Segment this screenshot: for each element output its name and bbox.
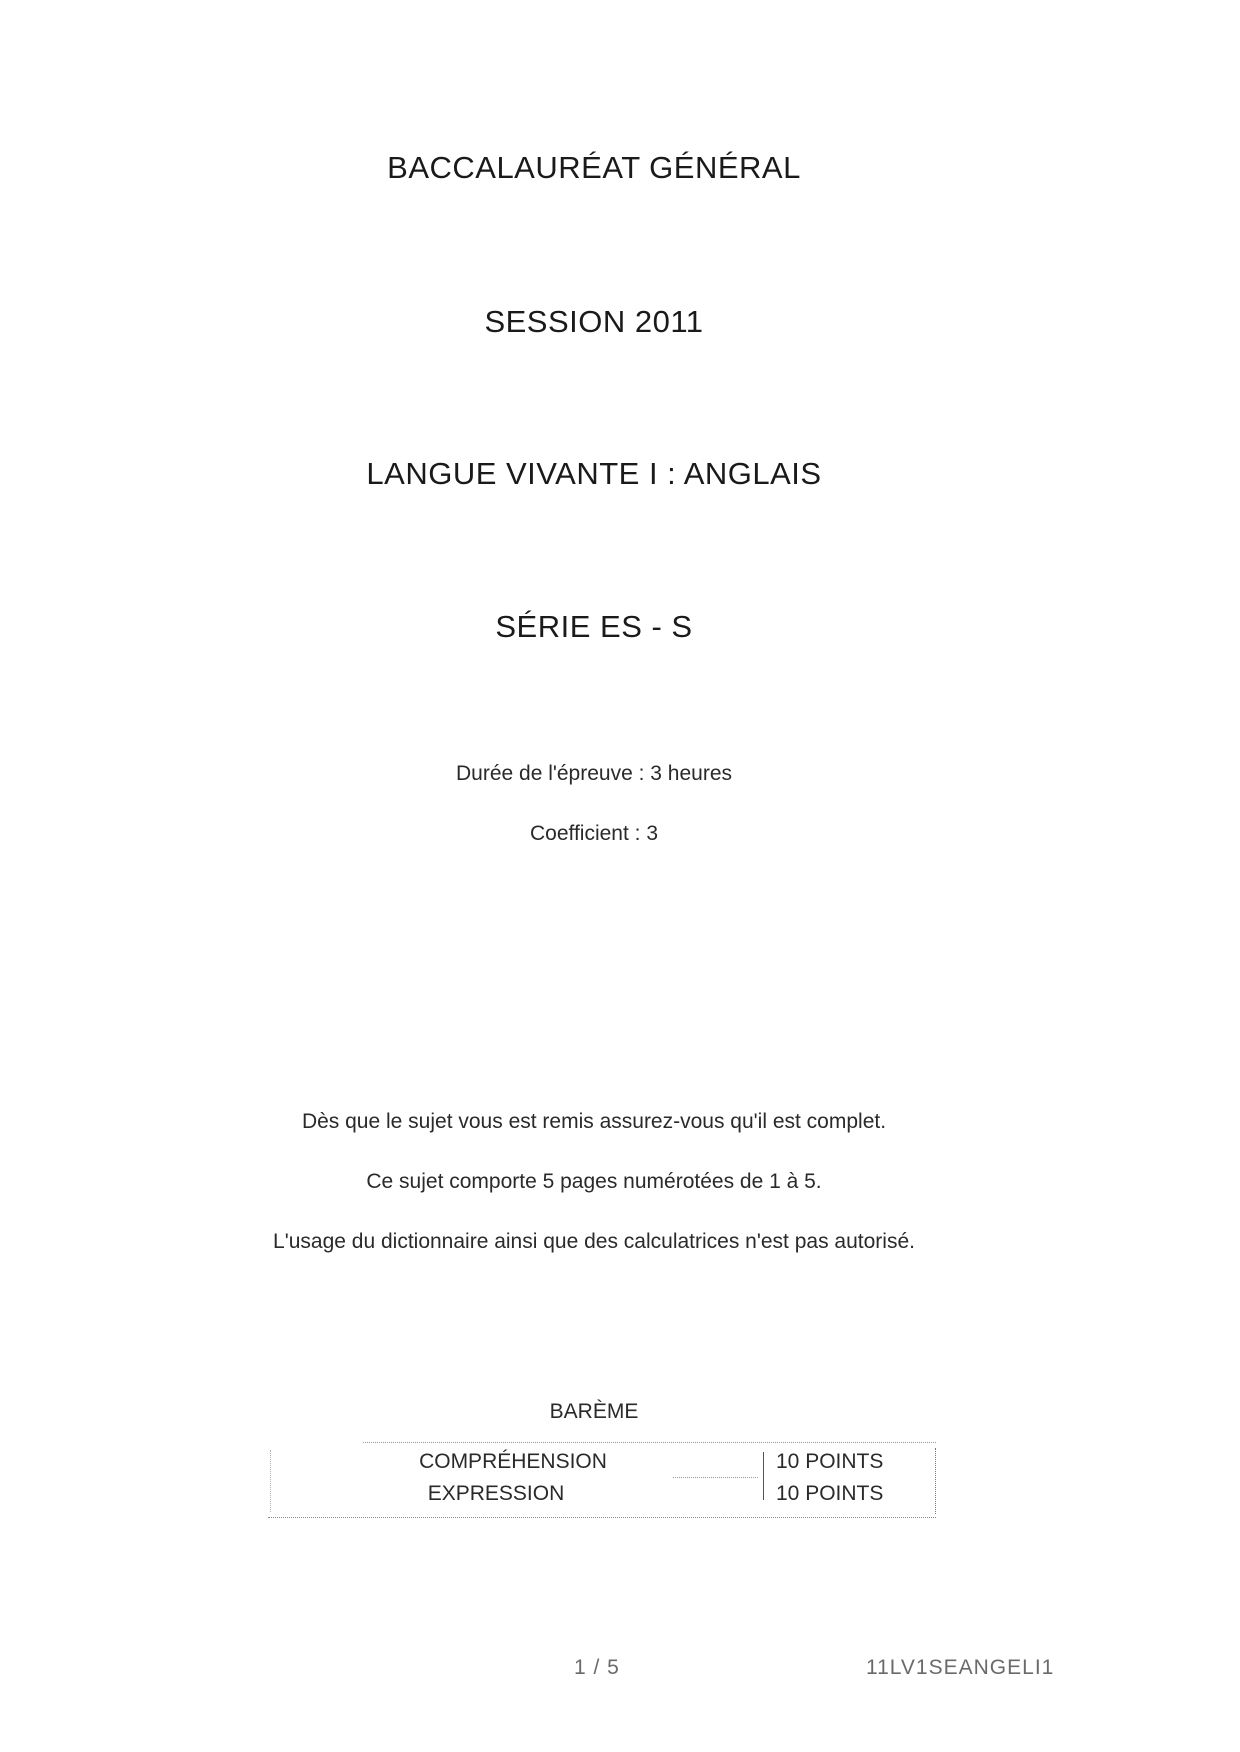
exam-title: BACCALAURÉAT GÉNÉRAL [387, 150, 801, 185]
instruction-line: Dès que le sujet vous est remis assurez-vous qu'il est complet. [301, 1110, 887, 1133]
bareme-title: BARÈME [549, 1400, 639, 1423]
table-row-divider [673, 1477, 758, 1478]
table-border-bottom [268, 1517, 936, 1518]
exam-subject: LANGUE VIVANTE I : ANGLAIS [366, 456, 822, 491]
bareme-table [268, 1442, 936, 1520]
table-border-top [363, 1442, 936, 1443]
exam-coefficient: Coefficient : 3 [529, 822, 659, 845]
instruction-line: Ce sujet comporte 5 pages numérotées de 1 à 5. [366, 1170, 822, 1193]
instruction-line: L'usage du dictionnaire ainsi que des calculatrices n'est pas autorisé. [273, 1230, 915, 1253]
exam-series: SÉRIE ES - S [495, 609, 693, 644]
table-border-right [935, 1448, 936, 1514]
page-number: 1 / 5 [574, 1656, 620, 1679]
bareme-row-points: 10 POINTS [776, 1482, 884, 1505]
bareme-row-label: EXPRESSION [427, 1482, 565, 1505]
bareme-row-label: COMPRÉHENSION [419, 1450, 607, 1473]
table-column-divider [763, 1452, 764, 1500]
exam-session: SESSION 2011 [484, 304, 704, 339]
reference-code: 11LV1SEANGELI1 [866, 1656, 1055, 1679]
bareme-row-points: 10 POINTS [776, 1450, 884, 1473]
exam-duration: Durée de l'épreuve : 3 heures [455, 762, 732, 785]
table-border-left [270, 1450, 271, 1512]
